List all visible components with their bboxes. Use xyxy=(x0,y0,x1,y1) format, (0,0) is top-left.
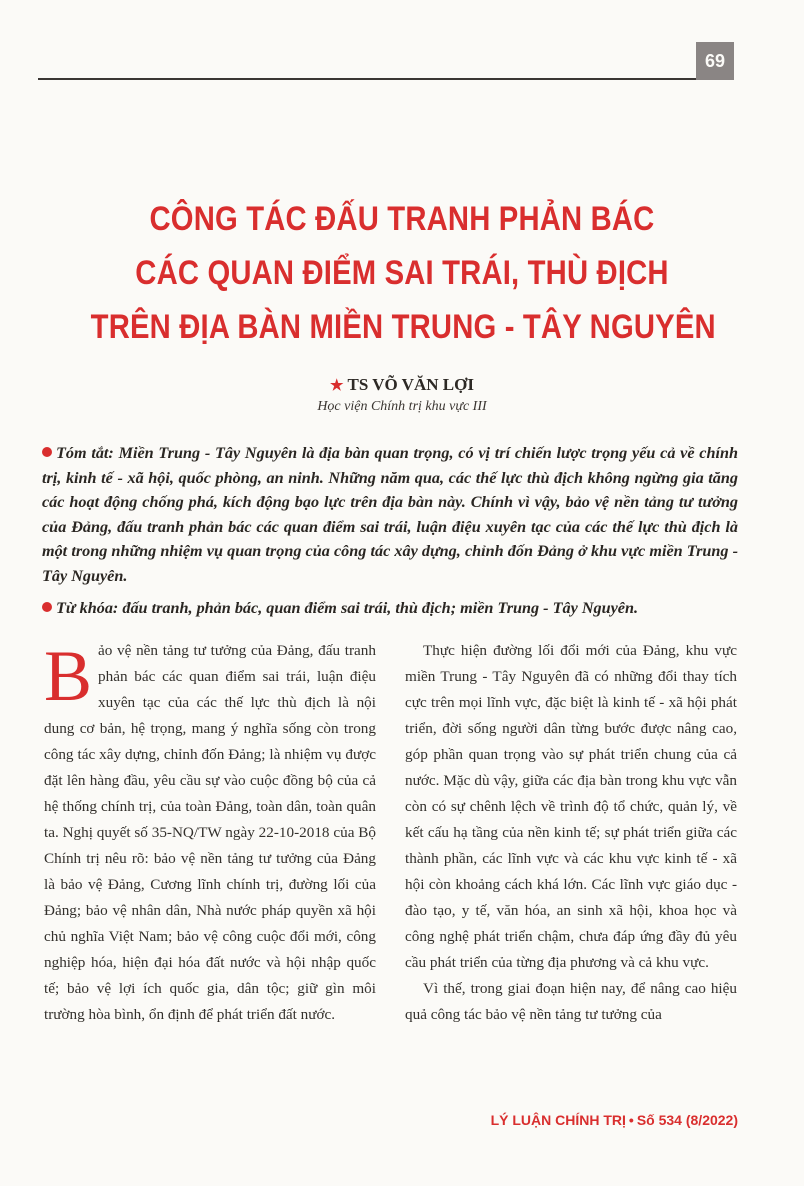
bullet-icon xyxy=(42,447,52,457)
footer-separator: • xyxy=(628,1112,634,1128)
title-line: CÁC QUAN ĐIỂM SAI TRÁI, THÙ ĐỊCH xyxy=(135,254,669,292)
title-line: CÔNG TÁC ĐẤU TRANH PHẢN BÁC xyxy=(149,200,655,238)
author-affiliation: Học viện Chính trị khu vực III xyxy=(317,399,487,414)
journal-footer xyxy=(330,1112,738,1128)
title-line: TRÊN ĐỊA BÀN MIỀN TRUNG - TÂY NGUYÊN xyxy=(90,308,716,346)
body-column-right xyxy=(405,638,737,1028)
abstract-summary-text: Tóm tắt: Miền Trung - Tây Nguyên là địa bàn quan trọng, có vị trí chiến lược trọng yếu cả về chính trị, kinh tế - xã hội, quốc phòng, an ninh. Những năm qua, các thế lực thù địch không ngừng gia tăng các hoạt động chống phá, kích động bạo lực trên địa bàn này. Chính vì vậy, bảo vệ nền tảng tư tưởng của Đảng, đấu tranh phản bác các quan điểm sai trái, luận điệu xuyên tạc của các thế lực thù địch là một trong những nhiệm vụ quan trọng của công tác xây dựng, chỉnh đốn Đảng ở khu vực miền Trung - Tây Nguyên. xyxy=(42,444,738,585)
abstract-summary xyxy=(42,441,738,588)
abstract-keywords xyxy=(42,596,738,621)
header-rule xyxy=(38,78,696,80)
journal-issue: Số 534 (8/2022) xyxy=(636,1112,738,1128)
body-paragraph-text: ảo vệ nền tảng tư tưởng của Đảng, đấu tranh phản bác các quan điểm sai trái, luận điệu xuyên tạc của các thế lực thù địch là nội dung cơ bản, hệ trọng, mang ý nghĩa sống còn trong công tác xây dựng, chỉnh đốn Đảng; là nhiệm vụ được đặt lên hàng đầu, yêu cầu sự vào cuộc đồng bộ của cả hệ thống chính trị, của toàn Đảng, toàn dân, toàn quân ta. Nghị quyết số 35-NQ/TW ngày 22-10-2018 của Bộ Chính trị nêu rõ: bảo vệ nền tảng tư tưởng của Đảng là bảo vệ Đảng, Cương lĩnh chính trị, đường lối của Đảng; bảo vệ nhân dân, Nhà nước pháp quyền xã hội chủ nghĩa Việt Nam; bảo vệ công cuộc đổi mới, công nghiệp hóa, hiện đại hóa đất nước và hội nhập quốc tế; bảo vệ lợi ích quốc gia, dân tộc; giữ gìn môi trường hòa bình, ổn định để phát triển đất nước. xyxy=(44,642,376,1023)
author-name: TS VÕ VĂN LỢI xyxy=(347,375,474,394)
drop-cap: B xyxy=(44,636,93,716)
abstract-block xyxy=(42,441,738,629)
journal-name: LÝ LUẬN CHÍNH TRỊ xyxy=(490,1112,626,1128)
body-paragraph xyxy=(44,638,376,1028)
abstract-keywords-text: Từ khóa: đấu tranh, phản bác, quan điểm sai trái, thù địch; miền Trung - Tây Nguyên. xyxy=(56,599,639,617)
star-icon: ★ xyxy=(330,378,344,394)
article-title xyxy=(91,192,714,354)
author-line xyxy=(0,375,804,395)
page-number: 69 xyxy=(696,42,734,80)
body-paragraph: Thực hiện đường lối đổi mới của Đảng, khu vực miền Trung - Tây Nguyên đã có những đổi thay tích cực trên mọi lĩnh vực, đặc biệt là kinh tế - xã hội phát triển, đời sống người dân từng bước được nâng cao, góp phần quan trọng vào sự phát triển chung của cả nước. Mặc dù vậy, giữa các địa bàn trong khu vực vẫn còn có sự chênh lệch về trình độ tổ chức, quản lý, về kết cấu hạ tầng của nền kinh tế; sự phát triển giữa các thành phần, các lĩnh vực và các khu vực kinh tế - xã hội còn khoảng cách khá lớn. Các lĩnh vực giáo dục - đào tạo, y tế, văn hóa, an sinh xã hội, khoa học và công nghệ phát triển chậm, chưa đáp ứng đầy đủ yêu cầu phát triển của từng địa phương và cả khu vực. xyxy=(405,642,737,971)
body-column-left xyxy=(44,638,376,1028)
bullet-icon xyxy=(42,602,52,612)
body-paragraph: Vì thế, trong giai đoạn hiện nay, để nâng cao hiệu quả công tác bảo vệ nền tảng tư tưởng của xyxy=(405,980,737,1023)
